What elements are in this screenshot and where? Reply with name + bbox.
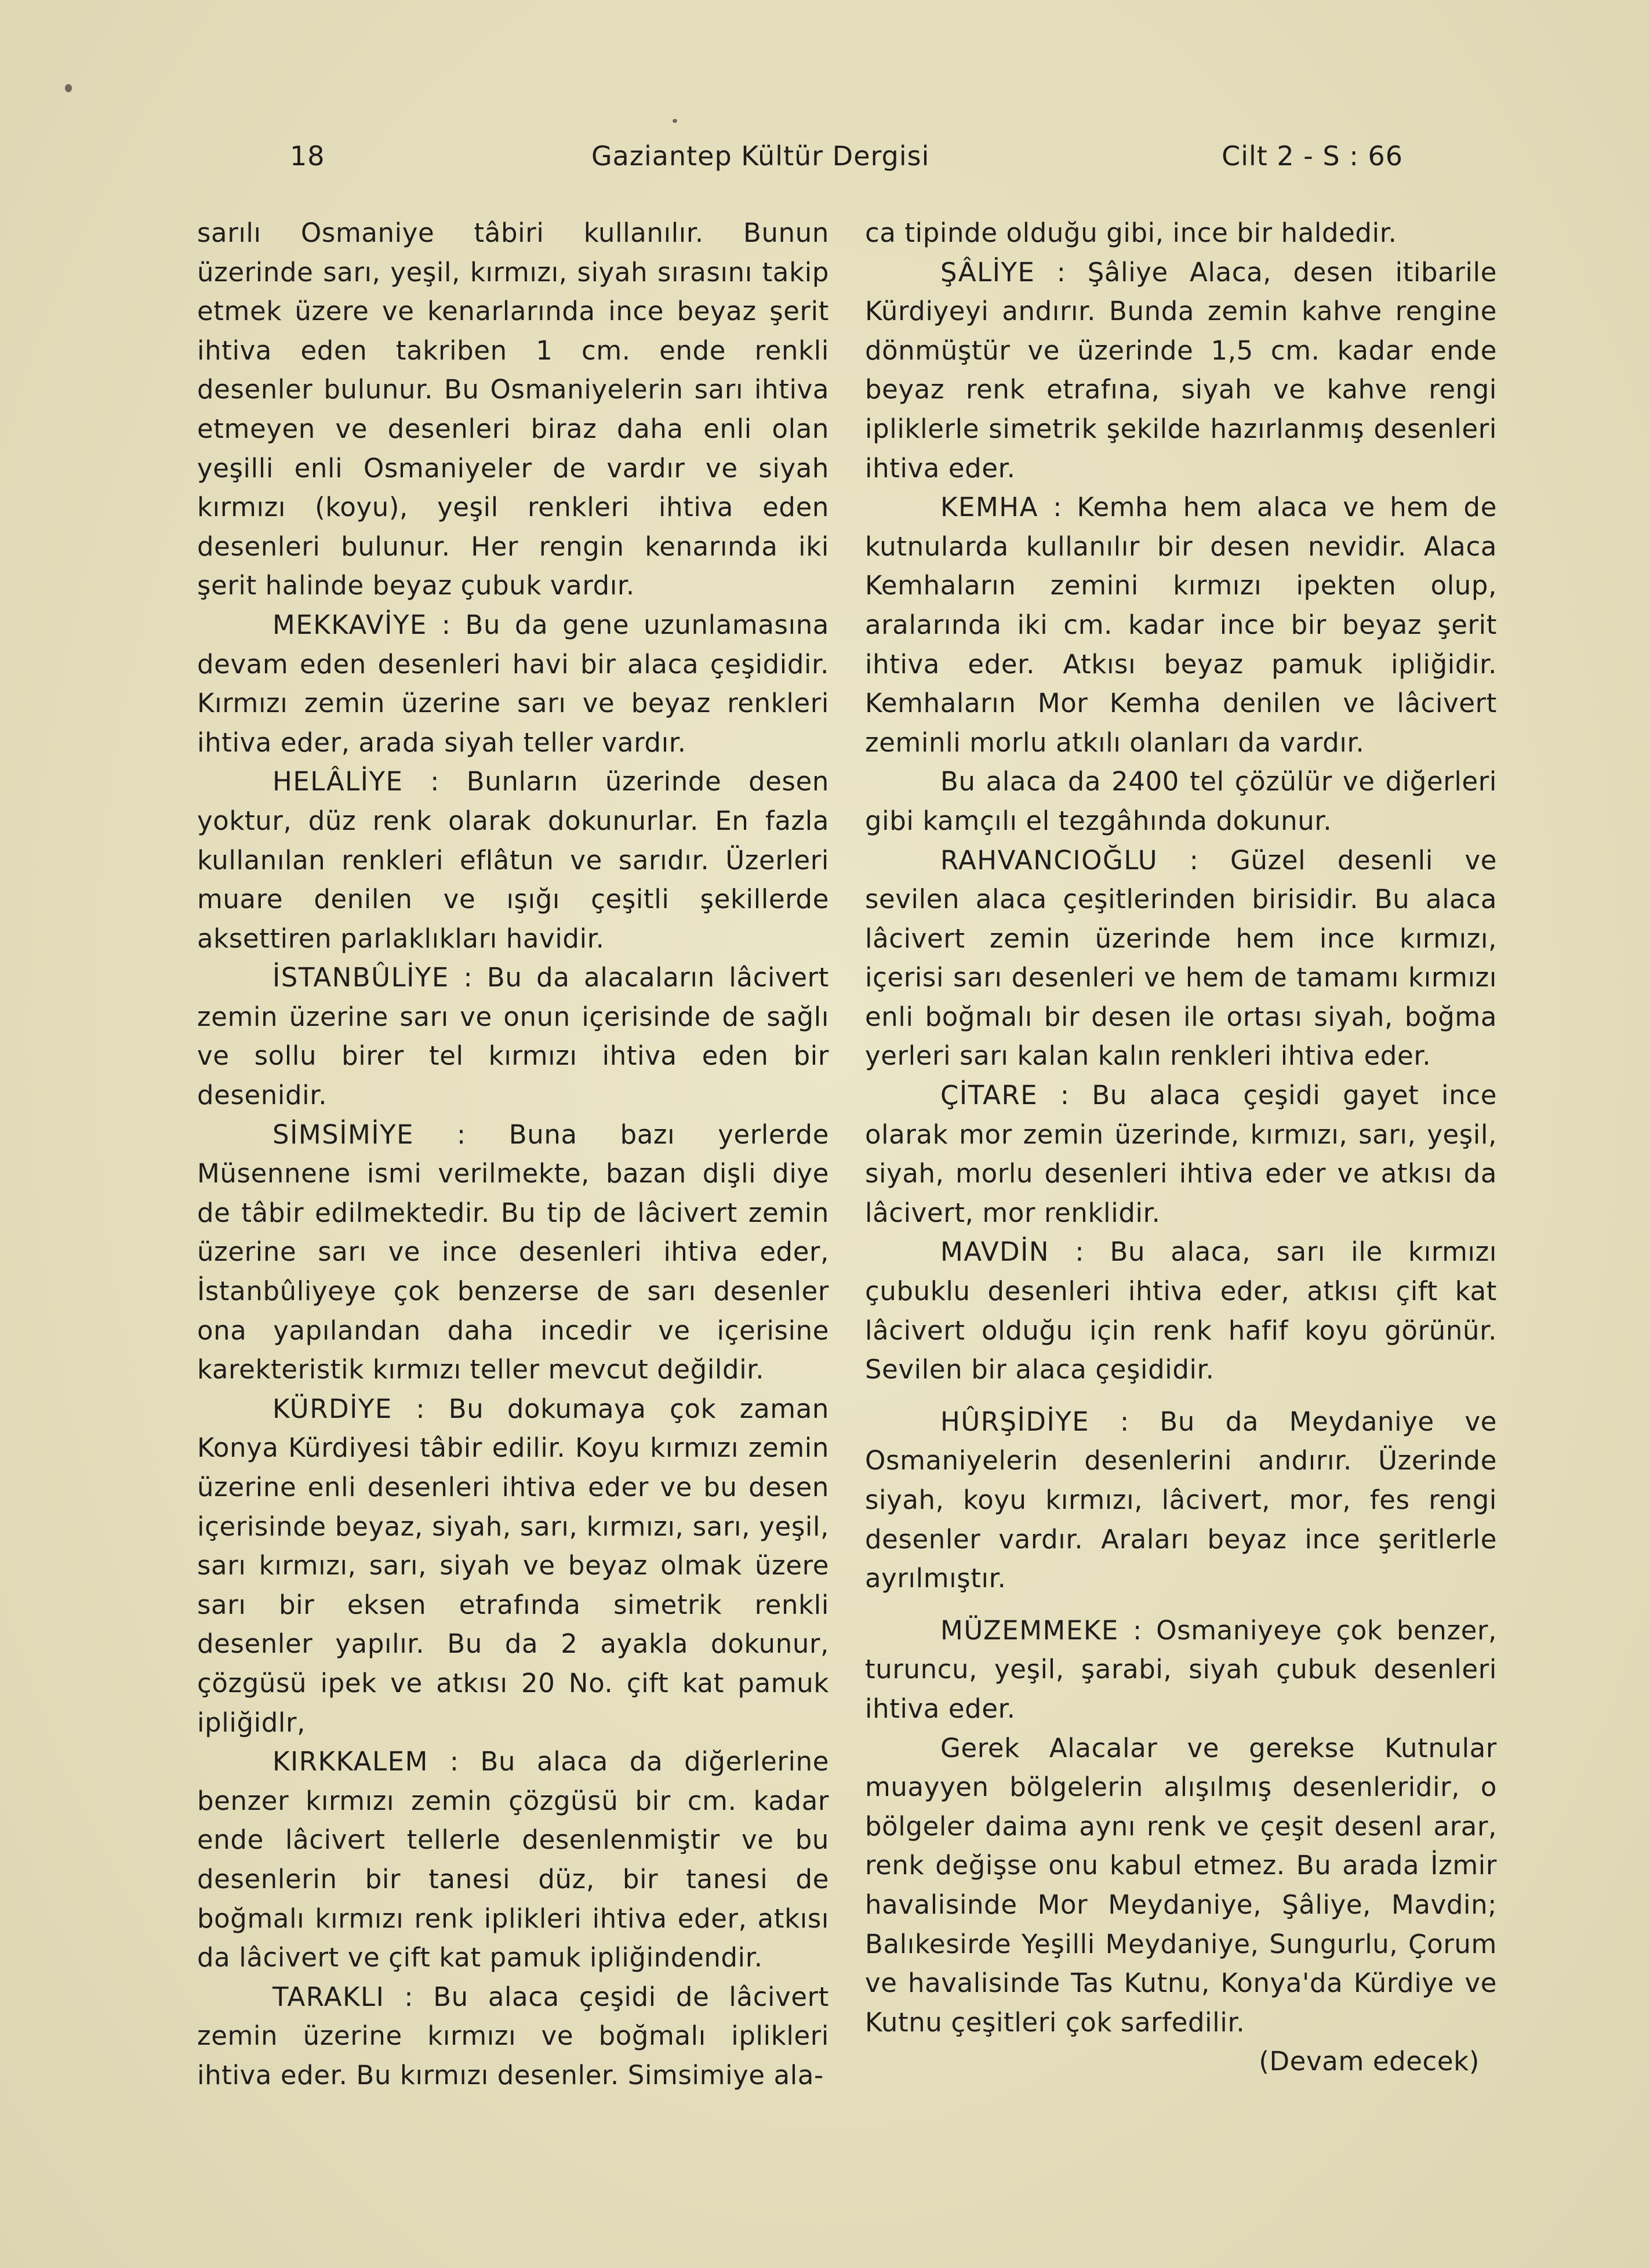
paragraph-text: : Bu dokumaya çok zaman Konya Kürdiyesi tâbir edilir. Koyu kırmızı zemin üzerine enli desenleri ihtiva eder ve bu desen içerisinde beyaz, siyah, sarı, kırmızı, sarı, yeşil, sarı kırmızı, sarı, siyah ve beyaz olmak üzere sarı bir eksen etrafında simetrik renkli desenler yapılır. Bu da 2 ayakla dokunur, çözgüsü ipek ve atkısı 20 No. çift kat pamuk ipliğidlr, <box>197 1393 829 1738</box>
paragraph-text: : Güzel desenli ve sevilen alaca çeşitlerinden birisidir. Bu alaca lâcivert zemin üzerinde hem ince kırmızı, içerisi sarı desenleri ve hem de tamamı kırmızı enli boğmalı bir desen ile ortası siyah, boğma yerleri sarı kalan kalın renkleri ihtiva eder. <box>865 844 1497 1072</box>
paragraph <box>197 1389 829 1742</box>
section-term: SİMSİMİYE <box>272 1119 415 1150</box>
paragraph <box>197 1115 829 1389</box>
paragraph <box>197 605 829 762</box>
paragraph <box>197 958 829 1115</box>
paragraph <box>865 488 1497 762</box>
paragraph-text: : Osmaniyeye çok benzer, turuncu, yeşil, şarabi, siyah çubuk desenleri ihtiva eder. <box>865 1614 1497 1724</box>
ink-speck <box>673 119 677 123</box>
page-number: 18 <box>290 140 325 172</box>
paragraph-text: : Bu da alacaların lâcivert zemin üzerine sarı ve onun içerisinde de sağlı ve sollu birer tel kırmızı ihtiva eden bir desenidir. <box>197 962 829 1111</box>
right-column <box>865 213 1497 2081</box>
paragraph-text: sarılı Osmaniye tâbiri kullanılır. Bunun üzerinde sarı, yeşil, kırmızı, siyah sırasını takip etmek üzere ve kenarlarında ince beyaz şerit ihtiva eden takriben 1 cm. ende renkli desenler bulunur. Bu Osmaniyelerin sarı ihtiva etmeyen ve desenleri biraz daha enli olan yeşilli enli Osmaniyeler de vardır ve siyah kırmızı (koyu), yeşil renkleri ihtiva eden desenleri bulunur. Her rengin kenarında iki şerit halinde beyaz çubuk vardır. <box>197 217 829 601</box>
section-term: MEKKAVİYE <box>272 609 427 640</box>
paragraph-text: : Kemha hem alaca ve hem de kutnularda kullanılır bir desen nevidir. Alaca Kemhaların zemini kırmızı ipekten olup, aralarında iki cm. kadar ince bir beyaz şerit ihtiva eder. Atkısı beyaz pamuk ipliğidir. Kemhaların Mor Kemha denilen ve lâcivert zeminli morlu atkılı olanları da vardır. <box>865 492 1497 758</box>
paragraph <box>865 1076 1497 1232</box>
section-term: HÛRŞİDİYE <box>940 1406 1090 1437</box>
section-term: TARAKLI <box>272 1981 385 2012</box>
paragraph <box>197 1977 829 2095</box>
paragraph-text: : Şâliye Alaca, desen itibarile Kürdiyeyi andırır. Bunda zemin kahve rengine dönmüştür ve üzerinde 1,5 cm. kadar ende beyaz renk etrafına, siyah ve kahve rengi ipliklerle simetrik şekilde hazırlanmış desenleri ihtiva eder. <box>865 256 1497 484</box>
paragraph <box>865 1611 1497 1729</box>
running-header <box>290 140 1403 181</box>
paragraph <box>197 213 829 605</box>
paragraph-text: ca tipinde olduğu gibi, ince bir haldedir. <box>865 217 1397 248</box>
paragraph <box>197 1742 829 1977</box>
paragraph-text: : Buna bazı yerlerde Müsennene ismi verilmekte, bazan dişli diye de tâbir edilmektedir. Bu tip de lâcivert zemin üzerine sarı ve ince desenleri ihtiva eder, İstanbûliyeye çok benzerse de sarı desenler ona yapılandan daha incedir ve içerisine karekteristik kırmızı teller mevcut değildir. <box>197 1119 829 1385</box>
left-column <box>197 213 829 2095</box>
paragraph-text: : Bu alaca çeşidi gayet ince olarak mor zemin üzerinde, kırmızı, sarı, yeşil, siyah, morlu desenleri ihtiva eder ve atkısı da lâcivert, mor renklidir. <box>865 1080 1497 1228</box>
section-term: ŞÂLİYE <box>940 256 1035 288</box>
section-term: MAVDİN <box>940 1236 1050 1268</box>
paragraph-text: : Bunların üzerinde desen yoktur, düz renk olarak dokunurlar. En fazla kullanılan renkleri eflâtun ve sarıdır. Üzerleri muare denilen ve ışığı çeşitli şekillerde aksettiren parlaklıkları havidir. <box>197 766 829 954</box>
paragraph <box>865 253 1497 488</box>
paragraph <box>197 762 829 958</box>
journal-title: Gaziantep Kültür Dergisi <box>591 140 930 172</box>
paragraph <box>865 762 1497 840</box>
paragraph-text: : Bu alaca çeşidi de lâcivert zemin üzerine kırmızı ve boğmalı iplikleri ihtiva eder. Bu kırmızı desenler. Simsimiye ala- <box>197 1981 829 2091</box>
paragraph-text: : Bu alaca, sarı ile kırmızı çubuklu desenleri ihtiva eder, atkısı çift kat lâcivert olduğu için renk hafif koyu görünür. Sevilen bir alaca çeşididir. <box>865 1236 1497 1385</box>
paragraph <box>865 1232 1497 1389</box>
section-term: KIRKKALEM <box>272 1746 428 1777</box>
paragraph-text: Gerek Alacalar ve gerekse Kutnular muayyen bölgelerin alışılmış desenleridir, o bölgeler daima aynı renk ve çeşit desenl arar, renk değişse onu kabul etmez. Bu arada İzmir havalisinde Mor Meydaniye, Şâliye, Mavdin; Balıkesirde Yeşilli Meydaniye, Sungurlu, Çorum ve havalisinde Tas Kutnu, Konya'da Kürdiye ve Kutnu çeşitleri çok sarfedilir. <box>865 1732 1497 2038</box>
section-term: RAHVANCIOĞLU <box>940 844 1158 876</box>
paragraph-text: Bu alaca da 2400 tel çözülür ve diğerleri gibi kamçılı el tezgâhında dokunur. <box>865 766 1497 836</box>
continued-note: (Devam edecek) <box>1259 2046 1480 2077</box>
paragraph <box>865 1402 1497 1598</box>
paragraph-text: : Bu da gene uzunlamasına devam eden desenleri havi bir alaca çeşididir. Kırmızı zemin üzerine sarı ve beyaz renkleri ihtiva eder, arada siyah teller vardır. <box>197 609 829 758</box>
section-term: HELÂLİYE <box>272 766 404 797</box>
section-term: İSTANBÛLİYE <box>272 962 449 993</box>
section-term: KÜRDİYE <box>272 1393 392 1424</box>
volume-issue: Cilt 2 - S : 66 <box>1222 140 1403 172</box>
paragraph <box>865 1729 1497 2042</box>
ink-speck <box>65 84 72 92</box>
paragraph-text: : Bu alaca da diğerlerine benzer kırmızı zemin çözgüsü bir cm. kadar ende lâcivert tellerle desenlenmiştir ve bu desenlerin bir tanesi düz, bir tanesi de boğmalı kırmızı renk iplikleri ihtiva eder, atkısı da lâcivert ve çift kat pamuk ipliğindendir. <box>197 1746 829 1973</box>
paragraph <box>865 841 1497 1076</box>
section-term: MÜZEMMEKE <box>940 1614 1119 1646</box>
section-term: ÇİTARE <box>940 1080 1038 1111</box>
section-term: KEMHA <box>940 492 1038 523</box>
paragraph <box>865 213 1497 253</box>
paragraph-text: : Bu da Meydaniye ve Osmaniyelerin desenlerini andırır. Üzerinde siyah, koyu kırmızı, lâcivert, mor, fes rengi desenler vardır. Araları beyaz ince şeritlerle ayrılmıştır. <box>865 1406 1497 1594</box>
